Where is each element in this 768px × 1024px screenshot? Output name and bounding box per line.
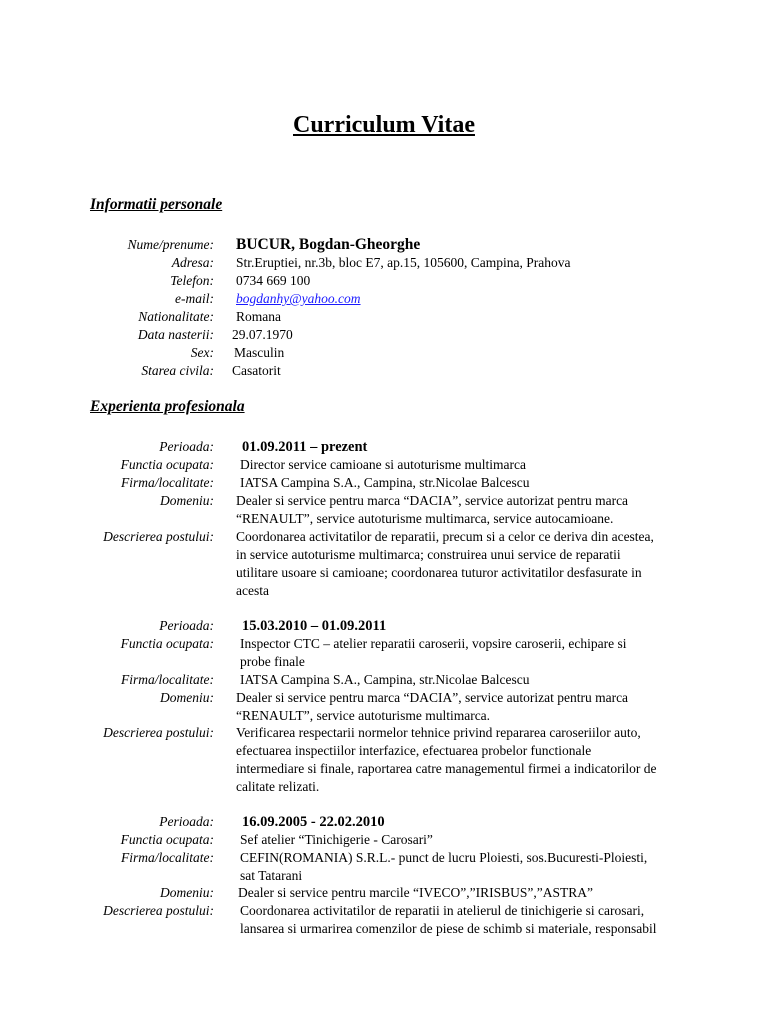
label-description: Descrierea postului:: [103, 903, 214, 918]
label-name: Nume/prenume:: [127, 237, 214, 252]
job-2-description: Verificarea respectarii normelor tehnice privind repararea caroseriilor auto, efectuarea inspectiilor interfazice, efectuarea probelor functionale intermediare si finale, raportarea catre managementul firmei a indicatorilor de calitate relizati.: [236, 725, 657, 794]
label-period: Perioada:: [159, 814, 214, 829]
label-description: Descrierea postului:: [103, 529, 214, 544]
label-birthdate: Data nasterii:: [137, 327, 214, 342]
job-2-company: IATSA Campina S.A., Campina, str.Nicolae Balcescu: [240, 672, 530, 687]
label-sex: Sex:: [190, 345, 214, 360]
section-personal-heading: Informatii personale: [90, 196, 223, 213]
label-domain: Domeniu:: [160, 493, 214, 508]
job-2-function: Inspector CTC – atelier reparatii caroserii, vopsire caroserii, echipare si probe finale: [240, 636, 627, 669]
job-3-company: CEFIN(ROMANIA) S.R.L.- punct de lucru Ploiesti, sos.Bucuresti-Ploiesti, sat Tatarani: [240, 850, 648, 883]
value-sex: Masculin: [234, 345, 285, 360]
label-function: Functia ocupata:: [120, 636, 214, 651]
section-experience-heading: Experienta profesionala: [90, 398, 245, 415]
label-company: Firma/localitate:: [121, 850, 214, 865]
job-1-function: Director service camioane si autoturisme multimarca: [240, 457, 527, 472]
value-birthdate: 29.07.1970: [232, 327, 293, 342]
label-period: Perioada:: [159, 618, 214, 633]
label-email: e-mail:: [175, 291, 214, 306]
label-function: Functia ocupata:: [120, 832, 214, 847]
value-name: BUCUR, Bogdan-Gheorghe: [236, 236, 421, 253]
job-2-domain: Dealer si service pentru marca “DACIA”, service autorizat pentru marca “RENAULT”, service autoturisme multimarca.: [236, 690, 629, 723]
value-phone: 0734 669 100: [236, 273, 311, 288]
value-civil: Casatorit: [232, 363, 281, 378]
label-description: Descrierea postului:: [103, 725, 214, 740]
document-title: Curriculum Vitae: [293, 112, 475, 138]
job-3-domain: Dealer si service pentru marcile “IVECO”,”IRISBUS”,”ASTRA”: [238, 885, 594, 900]
label-period: Perioada:: [159, 439, 214, 454]
label-company: Firma/localitate:: [121, 475, 214, 490]
label-company: Firma/localitate:: [121, 672, 214, 687]
job-1-period: 01.09.2011 – prezent: [242, 439, 368, 455]
label-nationality: Nationalitate:: [138, 309, 214, 324]
label-domain: Domeniu:: [160, 885, 214, 900]
label-domain: Domeniu:: [160, 690, 214, 705]
job-3-description: Coordonarea activitatilor de reparatii in atelierul de tinichigerie si carosari, lansarea si urmarirea comenzilor de piese de schimb si materiale, responsabil: [240, 903, 657, 936]
job-1-domain: Dealer si service pentru marca “DACIA”, service autorizat pentru marca “RENAULT”, service autoturisme multimarca, service autocamioane.: [236, 493, 629, 526]
email-link[interactable]: bogdanhy@yahoo.com: [236, 291, 361, 306]
label-phone: Telefon:: [170, 273, 214, 288]
label-function: Functia ocupata:: [120, 457, 214, 472]
label-civil: Starea civila:: [141, 363, 214, 378]
job-3-function: Sef atelier “Tinichigerie - Carosari”: [240, 832, 433, 847]
job-1-company: IATSA Campina S.A., Campina, str.Nicolae Balcescu: [240, 475, 530, 490]
job-3-period: 16.09.2005 - 22.02.2010: [242, 814, 385, 830]
value-address: Str.Eruptiei, nr.3b, bloc E7, ap.15, 105600, Campina, Prahova: [236, 255, 571, 270]
value-nationality: Romana: [236, 309, 281, 324]
label-address: Adresa:: [171, 255, 214, 270]
job-2-period: 15.03.2010 – 01.09.2011: [242, 618, 387, 634]
job-1-description: Coordonarea activitatilor de reparatii, precum si a celor ce deriva din acestea, in service autoturisme multimarca; construirea unui service de reparatii utilitare usoare si camioane; coordonarea tuturor activitatilor desfasurate in acesta: [236, 529, 654, 598]
